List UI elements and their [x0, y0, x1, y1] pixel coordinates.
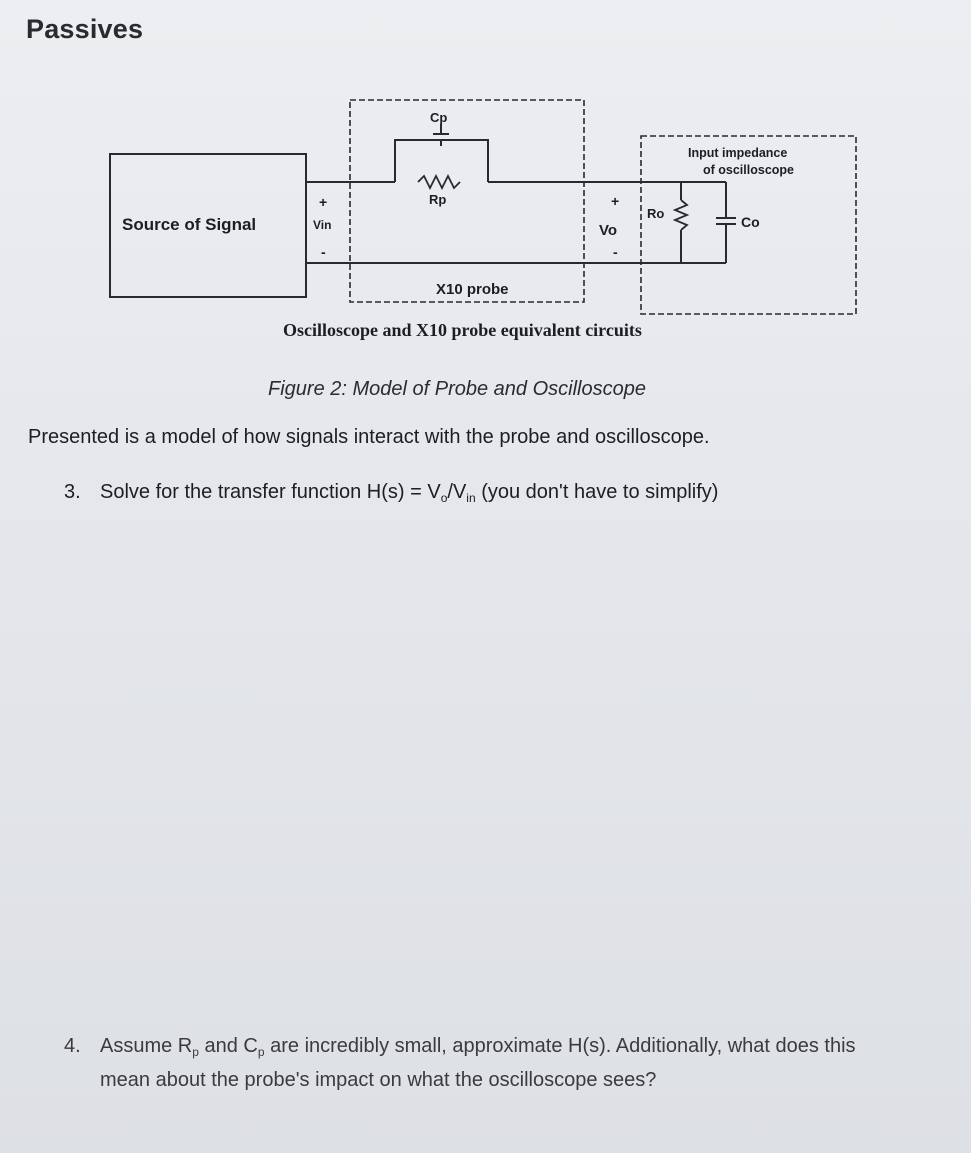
- rp-resistor-zigzag: [418, 176, 460, 188]
- section-heading: Passives: [26, 14, 144, 44]
- vo-minus-sign: -: [613, 244, 618, 260]
- subscript: p: [257, 1045, 265, 1059]
- co-label: Co: [741, 214, 760, 230]
- question-text-part: and C: [198, 1035, 258, 1057]
- question-text-part: Solve for the transfer function H(s) = V: [100, 481, 441, 503]
- vo-label: Vo: [599, 222, 618, 239]
- figure-caption: Figure 2: Model of Probe and Oscilloscope: [268, 378, 646, 400]
- vin-minus-sign: -: [321, 244, 326, 260]
- question-text: [100, 1032, 900, 1094]
- intro-paragraph: Presented is a model of how signals interact with the probe and oscilloscope.: [28, 426, 710, 448]
- source-of-signal-label: Source of Signal: [122, 215, 257, 234]
- question-text: [100, 478, 718, 512]
- vin-plus-sign: +: [319, 194, 328, 210]
- question-number: 3.: [64, 481, 81, 503]
- subscript: in: [466, 491, 476, 505]
- probe-dashed-box: [350, 100, 584, 302]
- vin-label: Vin: [313, 218, 332, 232]
- vo-plus-sign: +: [611, 193, 620, 209]
- x10-probe-label: X10 probe: [436, 281, 509, 298]
- question-text-part: Assume R: [100, 1035, 193, 1057]
- cp-label: Cp: [430, 110, 448, 125]
- ro-resistor-zigzag: [675, 200, 687, 230]
- question-4: [64, 1032, 924, 1094]
- cp-branch-wire: [395, 140, 488, 182]
- input-impedance-label: Input impedance: [688, 146, 788, 160]
- circuit-title: Oscilloscope and X10 probe equivalent circuits: [283, 320, 642, 340]
- question-text-part: are incredibly small, approximate H(s). Additionally, what does this mean about the probe's impact on what the oscilloscope sees?: [100, 1035, 856, 1091]
- subscript: o: [440, 491, 448, 505]
- question-text-part: (you don't have to simplify): [475, 481, 719, 503]
- circuit-diagram: [0, 0, 971, 360]
- rp-label: Rp: [429, 192, 447, 207]
- question-3: [64, 478, 718, 512]
- ro-label: Ro: [647, 206, 665, 221]
- of-oscilloscope-label: of oscilloscope: [703, 163, 794, 177]
- question-text-part: /V: [447, 481, 467, 503]
- question-number: 4.: [64, 1035, 81, 1057]
- subscript: p: [192, 1045, 199, 1059]
